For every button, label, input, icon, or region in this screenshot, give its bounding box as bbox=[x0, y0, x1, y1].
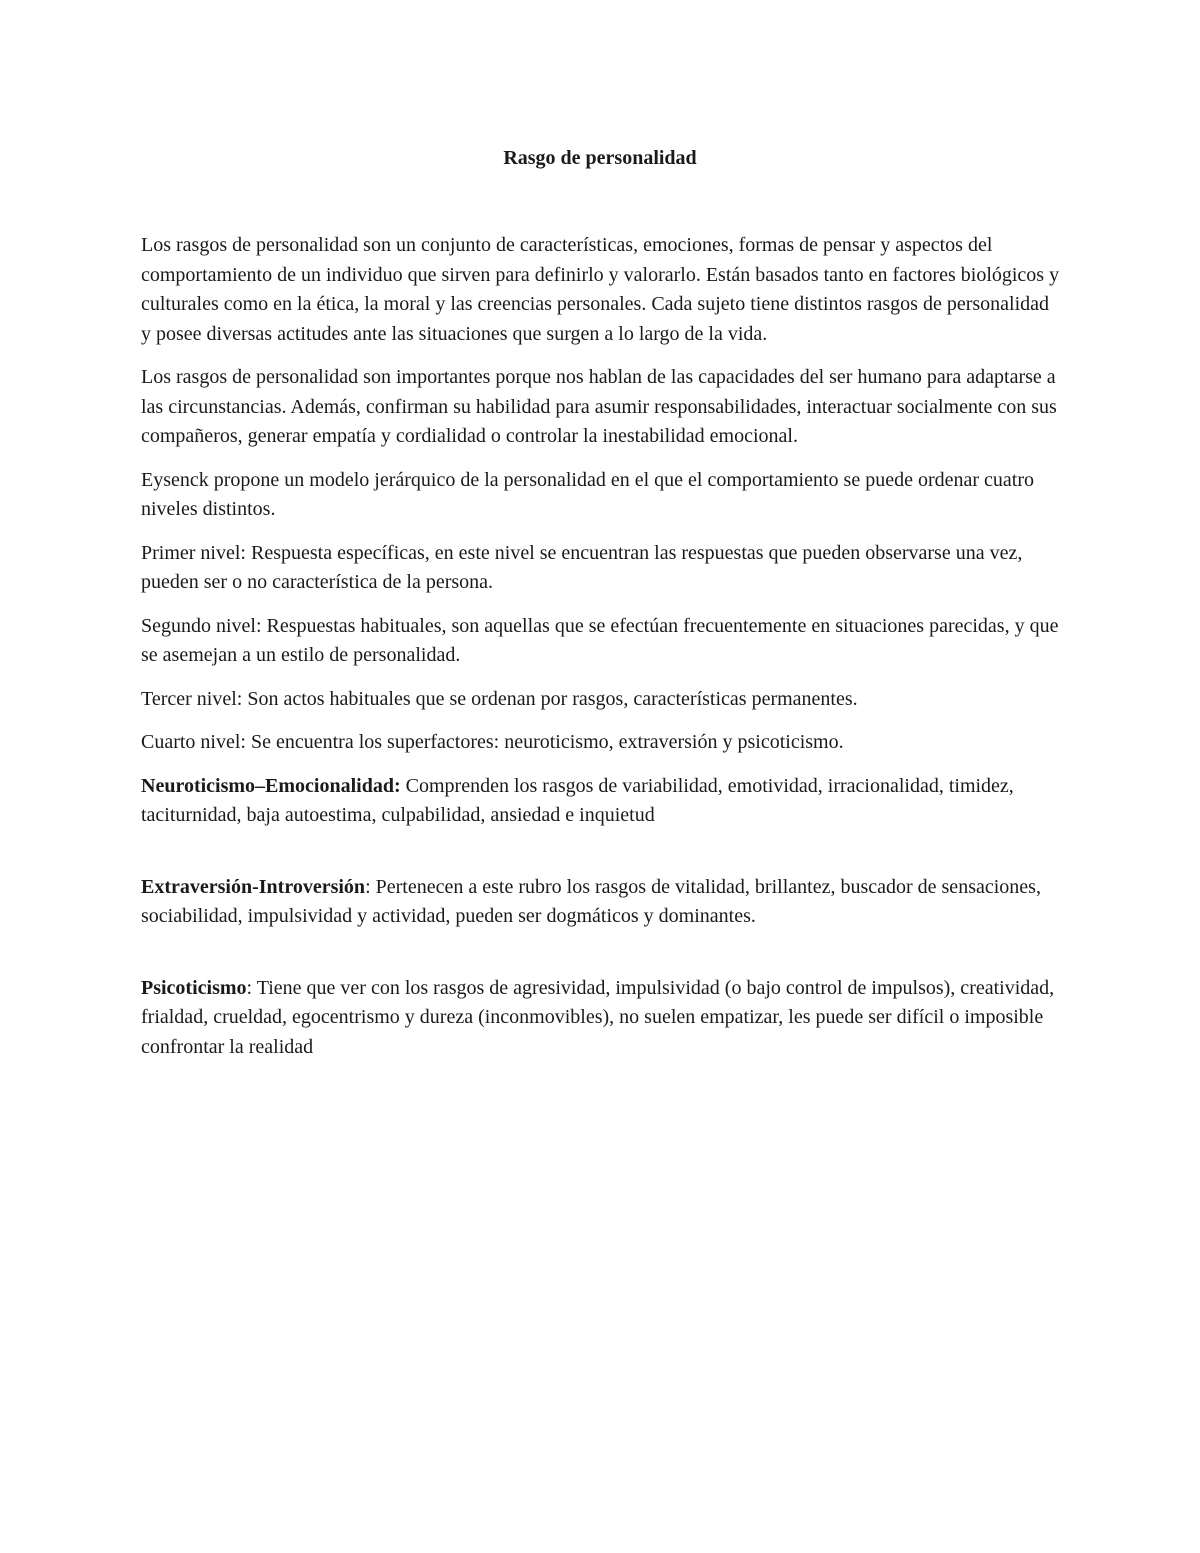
paragraph-eysenck: Eysenck propone un modelo jerárquico de la personalidad en el que el comportamiento se puede ordenar cuatro niveles distintos. bbox=[141, 468, 1034, 520]
definition-extraversion bbox=[141, 873, 1063, 932]
paragraph-level-2: Segundo nivel: Respuestas habituales, son aquellas que se efectúan frecuentemente en situaciones parecidas, y que se asemejan a un estilo de personalidad. bbox=[141, 614, 1059, 666]
paragraph-level-4: Cuarto nivel: Se encuentra los superfactores: neuroticismo, extraversión y psicoticismo. bbox=[141, 731, 844, 753]
paragraph-intro: Los rasgos de personalidad son un conjunto de características, emociones, formas de pensar y aspectos del comportamiento de un individuo que sirven para definirlo y valorarlo. Están basados tanto en factores biológicos y culturales como en la ética, la moral y las creencias personales. Cada sujeto tiene distintos rasgos de personalidad y posee diversas actitudes ante las situaciones que surgen a lo largo de la vida. bbox=[141, 234, 1060, 345]
definition-psicoticismo bbox=[141, 974, 1063, 1063]
text-neuroticismo: Comprenden los rasgos de variabilidad, emotividad, irracionalidad, timidez, taciturnidad, baja autoestima, culpabilidad, ansiedad e inquietud bbox=[141, 774, 1014, 826]
term-psicoticismo: Psicoticismo bbox=[141, 976, 247, 999]
term-extraversion: Extraversión-Introversión bbox=[141, 875, 366, 898]
paragraph-level-1: Primer nivel: Respuesta específicas, en este nivel se encuentran las respuestas que pueden observarse una vez, pueden ser o no característica de la persona. bbox=[141, 541, 1023, 593]
paragraph-importance: Los rasgos de personalidad son importantes porque nos hablan de las capacidades del ser humano para adaptarse a las circunstancias. Además, confirman su habilidad para asumir responsabilidades, interactuar socialmente con sus compañeros, generar empatía y cordialidad o controlar la inestabilidad emocional. bbox=[141, 366, 1057, 447]
page-title: Rasgo de personalidad bbox=[503, 147, 697, 169]
text-psicoticismo: : Tiene que ver con los rasgos de agresividad, impulsividad (o bajo control de impulsos), creatividad, frialdad, crueldad, egocentrismo y dureza (inconmovibles), no suelen empatizar, les puede ser difícil o imposible confrontar la realidad bbox=[141, 976, 1055, 1058]
paragraph-level-3: Tercer nivel: Son actos habituales que se ordenan por rasgos, características permanentes. bbox=[141, 687, 858, 710]
term-neuroticismo: Neuroticismo–Emocionalidad: bbox=[141, 774, 401, 797]
document-body bbox=[141, 231, 1063, 1076]
text-extraversion: : Pertenecen a este rubro los rasgos de vitalidad, brillantez, buscador de sensaciones, sociabilidad, impulsividad y actividad, pueden ser dogmáticos y dominantes. bbox=[141, 875, 1041, 927]
definition-neuroticismo bbox=[141, 772, 1063, 831]
